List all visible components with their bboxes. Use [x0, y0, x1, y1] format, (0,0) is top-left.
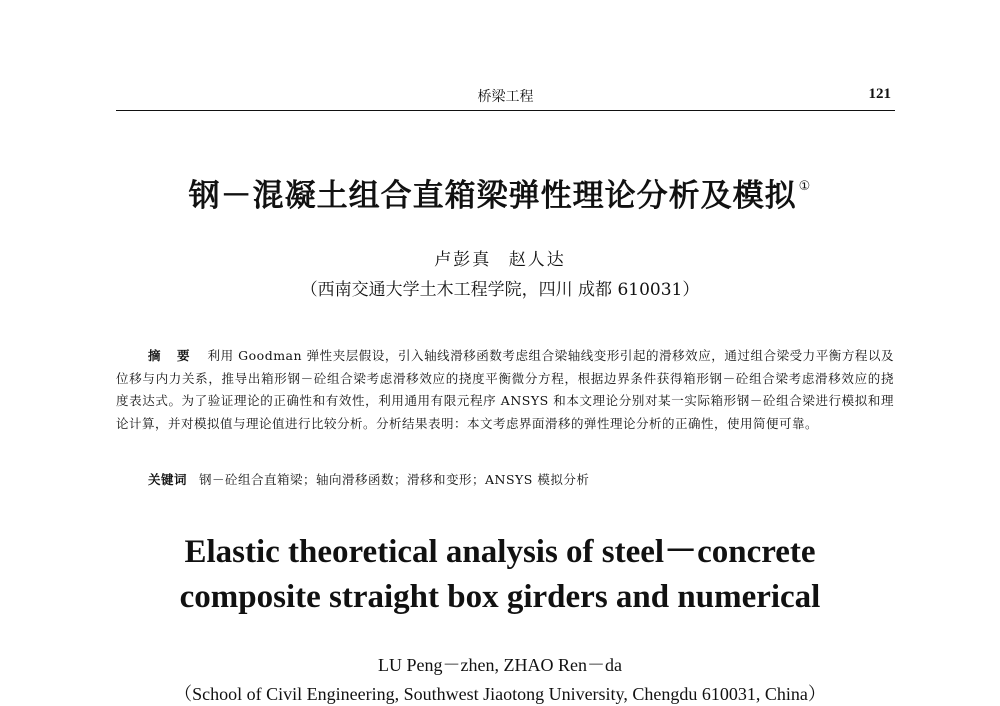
abstract-label: 摘 要 — [148, 348, 196, 363]
keywords — [148, 470, 894, 488]
chinese-title — [0, 170, 1000, 215]
running-header — [116, 82, 895, 111]
abstract — [116, 345, 894, 435]
page-number: 121 — [868, 86, 891, 102]
english-title — [0, 530, 1000, 620]
footnote-mark: ① — [798, 179, 812, 194]
english-title-line-2: composite straight box girders and numerical — [179, 579, 821, 615]
keywords-label: 关键词 — [148, 472, 188, 487]
english-affiliation: （School of Civil Engineering, Southwest Jiaotong University, Chengdu 610031, China） — [174, 684, 826, 704]
chinese-title-text: 钢－混凝土组合直箱梁弹性理论分析及模拟 — [188, 178, 797, 214]
chinese-affiliation: （西南交通大学土木工程学院，四川 成都 610031） — [300, 280, 700, 300]
abstract-text: 利用 Goodman 弹性夹层假设，引入轴线滑移函数考虑组合梁轴线变形引起的滑移效应，通过组合梁受力平衡方程以及位移与内力关系，推导出箱形钢－砼组合梁考虑滑移效应的挠度平衡微分方程，根据边界条件获得箱形钢－砼组合梁考虑滑移效应的挠度表达式。为了验证理论的正确性和有效性，利用通用有限元程序 ANSYS 和本文理论分别对某一实际箱形钢－砼组合梁进行模拟和理论计算，并对模拟值与理论值进行比较分析。分析结果表明：本文考虑界面滑移的弹性理论分析的正确性，使用简便可靠。 — [116, 348, 895, 431]
keywords-text: 钢－砼组合直箱梁；轴向滑移函数；滑移和变形；ANSYS 模拟分析 — [199, 472, 590, 487]
chinese-authors: 卢彭真 赵人达 — [434, 250, 566, 270]
english-authors: LU Peng－zhen, ZHAO Ren－da — [378, 655, 622, 675]
english-title-line-1: Elastic theoretical analysis of steel－concrete — [184, 534, 816, 570]
journal-section-name: 桥梁工程 — [477, 89, 534, 105]
